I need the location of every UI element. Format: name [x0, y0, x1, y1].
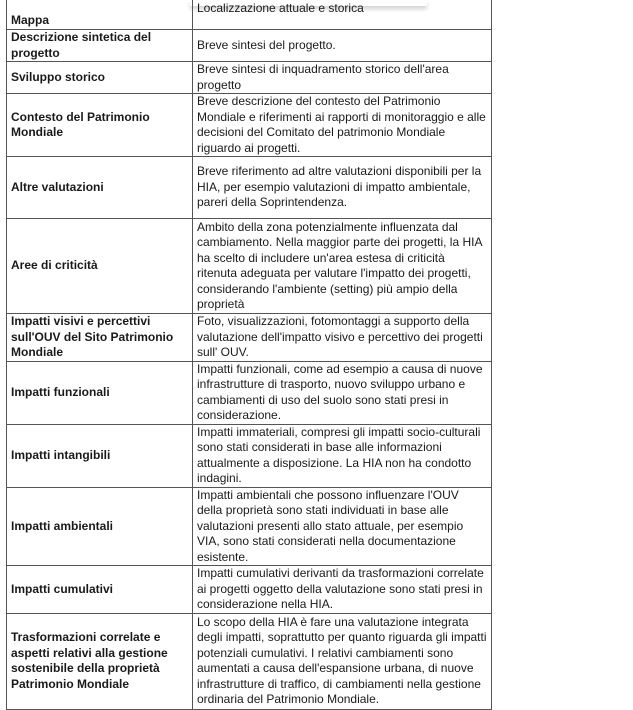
- row-label: Altre valutazioni: [7, 157, 193, 219]
- table-row: [7, 613, 492, 709]
- row-description: Impatti immateriali, compresi gli impatti socio-culturali sono stati considerati in base alle informazioni attualmente a disposizione. La HIA non ha condotto indagini.: [193, 424, 492, 487]
- row-label: Impatti cumulativi: [7, 566, 193, 614]
- row-label: Mappa: [7, 0, 193, 30]
- row-label: Impatti ambientali: [7, 487, 193, 566]
- hia-content-table: [6, 0, 492, 710]
- row-label: Sviluppo storico: [7, 62, 193, 94]
- row-description: Lo scopo della HIA è fare una valutazione integrata degli impatti, soprattutto per quanto riguarda gli impatti potenziali cumulativi. I relativi cambiamenti sono aumentati a causa dell'espansione urbana, di nuove infrastrutture di traffico, di cambiamenti nella gestione ordinaria del Patrimonio Mondiale.: [193, 613, 492, 709]
- row-label: Descrizione sintetica del progetto: [7, 30, 193, 62]
- row-label: Aree di criticità: [7, 219, 193, 314]
- row-label: Impatti funzionali: [7, 361, 193, 424]
- row-description: Breve sintesi di inquadramento storico dell'area progetto: [193, 62, 492, 94]
- table-row: [7, 62, 492, 94]
- table-row: [7, 0, 492, 30]
- row-label: Impatti intangibili: [7, 424, 193, 487]
- table-row: [7, 30, 492, 62]
- table-row: [7, 157, 492, 219]
- row-description: Ambito della zona potenzialmente influenzata dal cambiamento. Nella maggior parte dei progetti, la HIA ha scelto di includere un'area estesa di criticità ritenuta adeguata per valutare l'impatto dei progetti, considerando l'ambiente (setting) più ampio della proprietà: [193, 219, 492, 314]
- table-row: [7, 219, 492, 314]
- row-description: Impatti cumulativi derivanti da trasformazioni correlate ai progetti oggetto della valutazione sono stati presi in considerazione nella HIA.: [193, 566, 492, 614]
- table-row: [7, 566, 492, 614]
- table-row: [7, 361, 492, 424]
- table-row: [7, 424, 492, 487]
- row-description: Breve riferimento ad altre valutazioni disponibili per la HIA, per esempio valutazioni di impatto ambientale, pareri della Soprintendenza.: [193, 157, 492, 219]
- table-row: [7, 314, 492, 362]
- table-row: [7, 487, 492, 566]
- row-label: Impatti visivi e percettivi sull'OUV del Sito Patrimonio Mondiale: [7, 314, 193, 362]
- row-label: Trasformazioni correlate e aspetti relativi alla gestione sostenibile della proprietà Patrimonio Mondiale: [7, 613, 193, 709]
- table-row: [7, 94, 492, 157]
- row-description: Impatti ambientali che possono influenzare l'OUV della proprietà sono stati individuati in base alle valutazioni presenti allo stato attuale, per esempio VIA, sono stati considerati nella documentazione esistente.: [193, 487, 492, 566]
- row-description: Breve descrizione del contesto del Patrimonio Mondiale e riferimenti ai rapporti di monitoraggio e alle decisioni del Comitato del patrimonio Mondiale riguardo ai progetti.: [193, 94, 492, 157]
- row-description: Foto, visualizzazioni, fotomontaggi a supporto della valutazione dell'impatto visivo e percettivo dei progetti sull' OUV.: [193, 314, 492, 362]
- row-description: Impatti funzionali, come ad esempio a causa di nuove infrastrutture di trasporto, nuovo sviluppo urbano e cambiamenti di uso del suolo sono stati presi in considerazione.: [193, 361, 492, 424]
- row-label: Contesto del Patrimonio Mondiale: [7, 94, 193, 157]
- row-description: Breve sintesi del progetto.: [193, 30, 492, 62]
- row-description: Localizzazione attuale e storica: [193, 0, 492, 30]
